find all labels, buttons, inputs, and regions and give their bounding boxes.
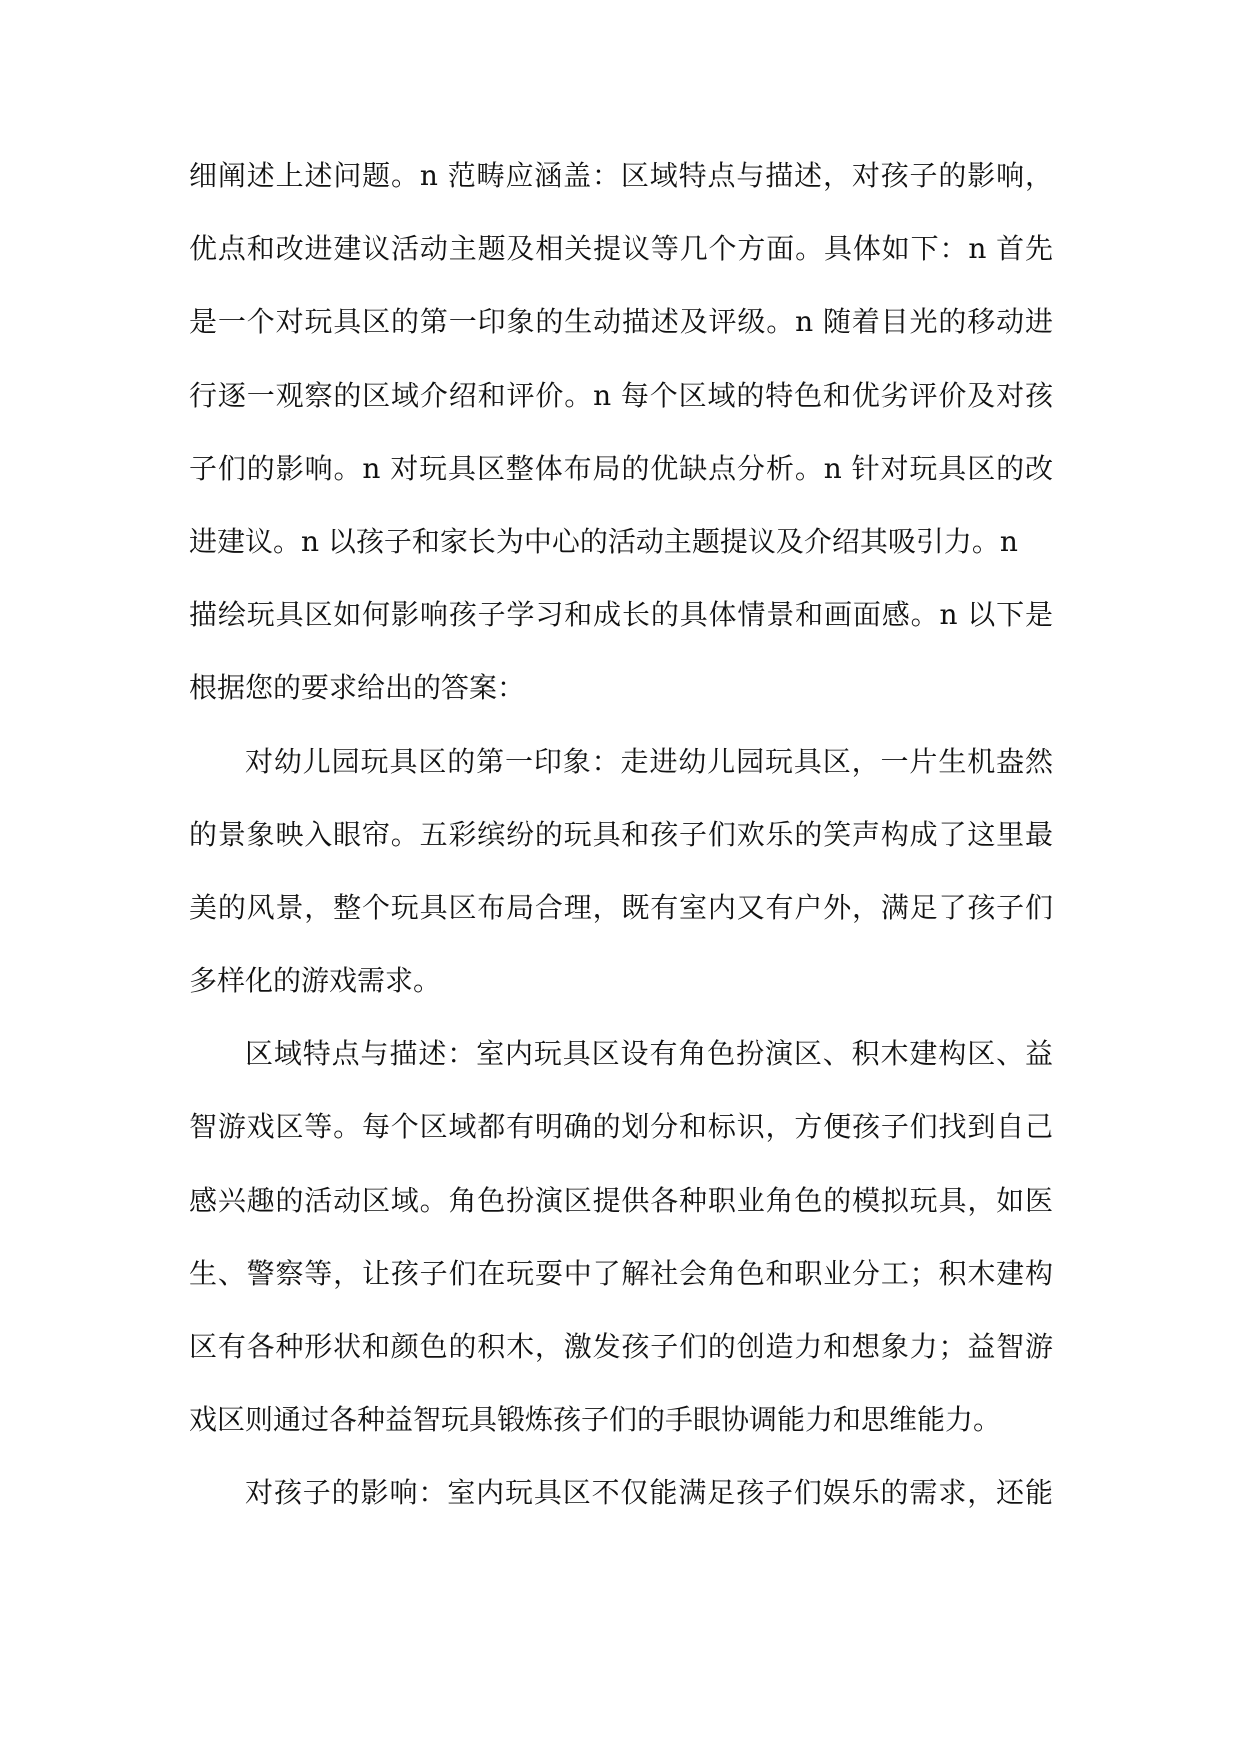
text-line: 优点和改进建议活动主题及相关提议等几个方面。具体如下：n 首先 xyxy=(189,232,1053,266)
text-line: 对孩子的影响：室内玩具区不仅能满足孩子们娱乐的需求，还能 xyxy=(245,1476,1053,1510)
text-line: 智游戏区等。每个区域都有明确的划分和标识，方便孩子们找到自己 xyxy=(189,1110,1053,1144)
text-line: 戏区则通过各种益智玩具锻炼孩子们的手眼协调能力和思维能力。 xyxy=(189,1403,1002,1437)
body-text xyxy=(189,139,1053,1530)
paragraph-4 xyxy=(189,1456,1053,1529)
text-line: 美的风景，整个玩具区布局合理，既有室内又有户外，满足了孩子们 xyxy=(189,890,1053,924)
text-line: 进建议。n 以孩子和家长为中心的活动主题提议及介绍其吸引力。n xyxy=(189,524,1018,558)
text-line: 子们的影响。n 对玩具区整体布局的优缺点分析。n 针对玩具区的改 xyxy=(189,451,1053,485)
text-line: 的景象映入眼帘。五彩缤纷的玩具和孩子们欢乐的笑声构成了这里最 xyxy=(189,817,1053,851)
text-line: 生、警察等，让孩子们在玩耍中了解社会角色和职业分工；积木建构 xyxy=(189,1256,1053,1290)
paragraph-1 xyxy=(189,139,1053,725)
text-line: 描绘玩具区如何影响孩子学习和成长的具体情景和画面感。n 以下是 xyxy=(189,598,1053,632)
paragraph-2 xyxy=(189,725,1053,1018)
text-line: 多样化的游戏需求。 xyxy=(189,964,442,998)
text-line: 对幼儿园玩具区的第一印象：走进幼儿园玩具区，一片生机盎然 xyxy=(245,744,1053,778)
text-line: 行逐一观察的区域介绍和评价。n 每个区域的特色和优劣评价及对孩 xyxy=(189,378,1053,412)
text-line: 感兴趣的活动区域。角色扮演区提供各种职业角色的模拟玩具，如医 xyxy=(189,1183,1053,1217)
text-line: 区域特点与描述：室内玩具区设有角色扮演区、积木建构区、益 xyxy=(245,1037,1053,1071)
text-line: 区有各种形状和颜色的积木，激发孩子们的创造力和想象力；益智游 xyxy=(189,1330,1053,1363)
text-line: 是一个对玩具区的第一印象的生动描述及评级。n 随着目光的移动进 xyxy=(189,305,1053,339)
text-line: 细阐述上述问题。n 范畴应涵盖：区域特点与描述，对孩子的影响， xyxy=(189,159,1053,192)
text-line: 根据您的要求给出的答案： xyxy=(189,671,526,705)
paragraph-3 xyxy=(189,1017,1053,1456)
